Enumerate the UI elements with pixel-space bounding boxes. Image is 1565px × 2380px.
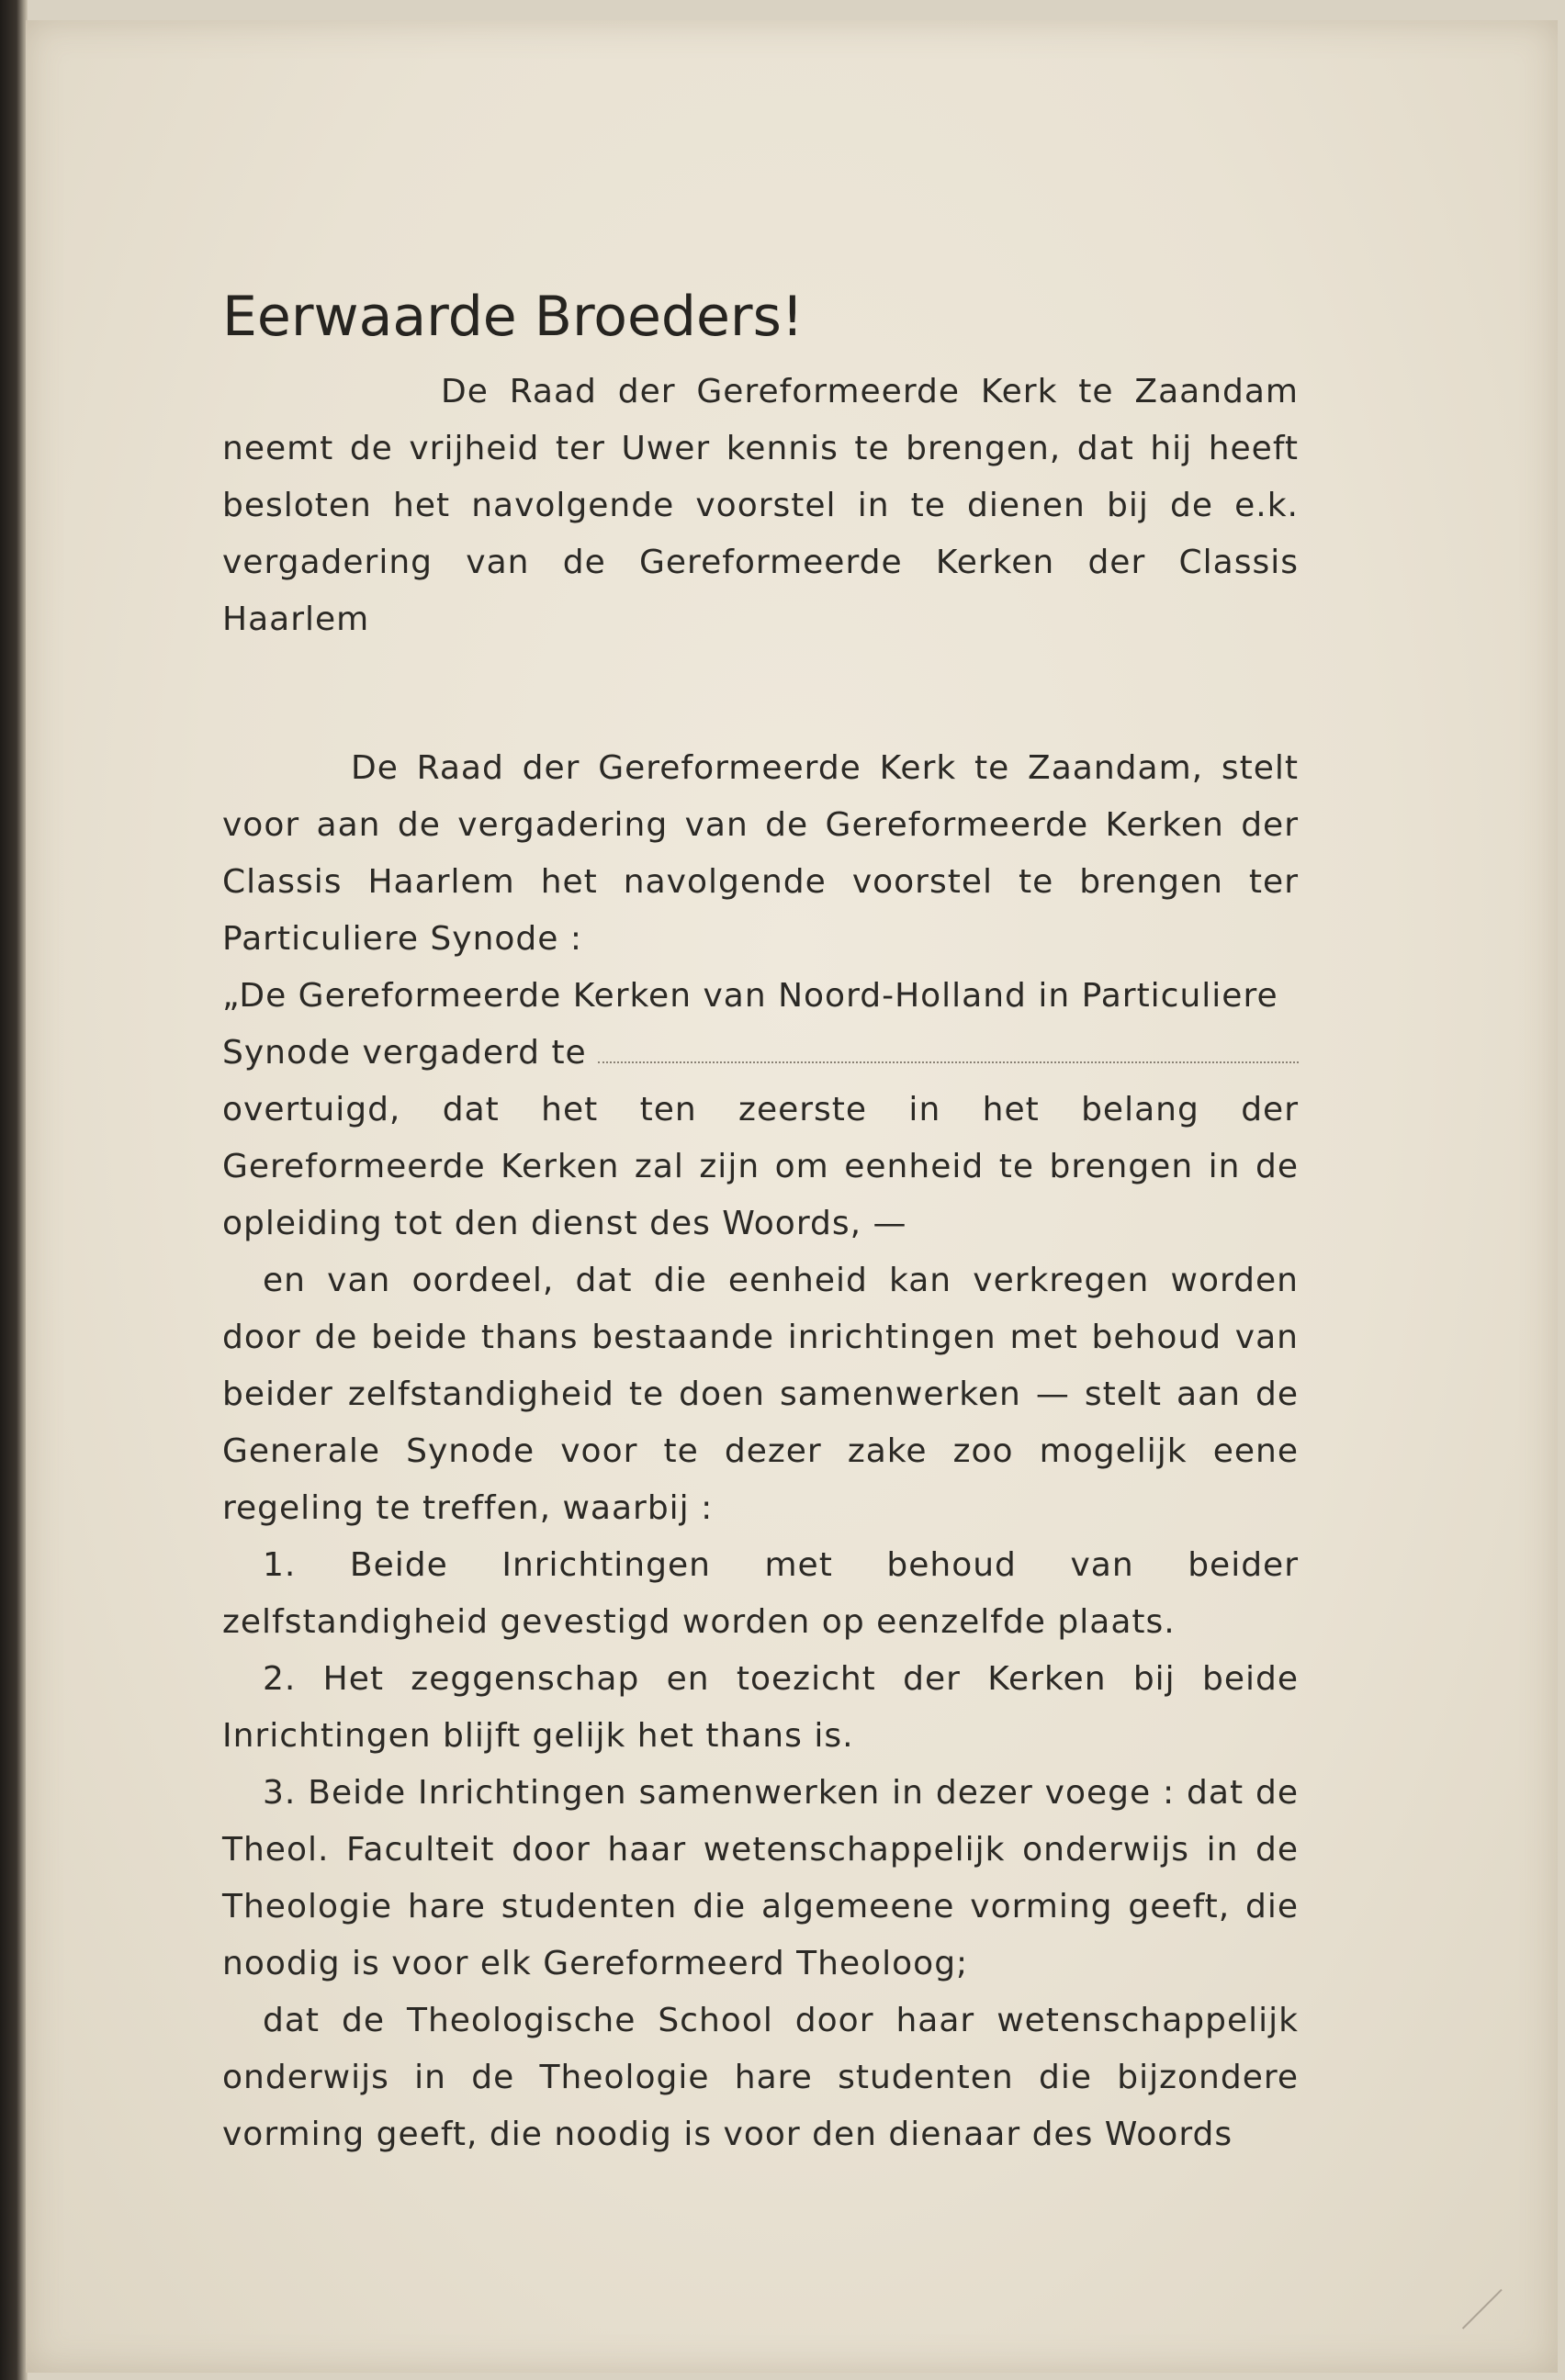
synode-text: Synode vergaderd te — [222, 1034, 587, 1072]
synode-line — [222, 1025, 1299, 1082]
opinion-paragraph: en van oordeel, dat die eenheid kan verkregen worden door de beide thans bestaande inrichtingen met behoud van beider zelfstandigheid te doen samenwerken — stelt aan de Generale Synode voor te dezer zake zoo mogelijk eene regeling te treffen, waarbij : — [222, 1262, 1299, 1527]
paragraph-gap — [222, 648, 1299, 740]
point-3: 3. Beide Inrichtingen samenwerken in dezer voege : dat de Theol. Faculteit door haar wetenschappelijk onderwijs in de Theologie hare studenten die algemeene vorming geeft, die noodig is voor elk Gereformeerd Theoloog; — [222, 1774, 1299, 1982]
school-paragraph: dat de Theologische School door haar wetenschappelijk onderwijs in de Theologie hare studenten die bijzondere vorming geeft, die noodig is voor den dienaar des Woords — [222, 2002, 1299, 2153]
letter-body — [222, 275, 1299, 2163]
point-1: 1. Beide Inrichtingen met behoud van beider zelfstandigheid gevestigd worden op eenzelfde plaats. — [222, 1546, 1299, 1641]
scan-binding-edge — [0, 0, 28, 2380]
proposal-intro-paragraph: De Raad der Gereformeerde Kerk te Zaandam, stelt voor aan de vergadering van de Gereformeerde Kerken der Classis Haarlem het navolgende voorstel te brengen ter Particuliere Synode : — [222, 749, 1299, 958]
quote-line: „De Gereformeerde Kerken van Noord-Holland in Particuliere — [222, 977, 1278, 1015]
convinced-paragraph: overtuigd, dat het ten zeerste in het belang der Gereformeerde Kerken zal zijn om eenheid te brengen in de opleiding tot den dienst des Woords, — — [222, 1091, 1299, 1242]
letter-heading: Eerwaarde Broeders! — [222, 285, 804, 349]
blank-fill-line — [598, 1034, 1299, 1063]
intro-paragraph: De Raad der Gereformeerde Kerk te Zaandam neemt de vrijheid ter Uwer kennis te brengen, dat hij heeft besloten het navolgende voorstel in te dienen bij de e.k. vergadering van de Gereformeerde Kerken der Classis Haarlem — [222, 373, 1299, 638]
page-corner-fold — [1462, 2289, 1541, 2368]
point-2: 2. Het zeggenschap en toezicht der Kerken bij beide Inrichtingen blijft gelijk het thans is. — [222, 1660, 1299, 1755]
